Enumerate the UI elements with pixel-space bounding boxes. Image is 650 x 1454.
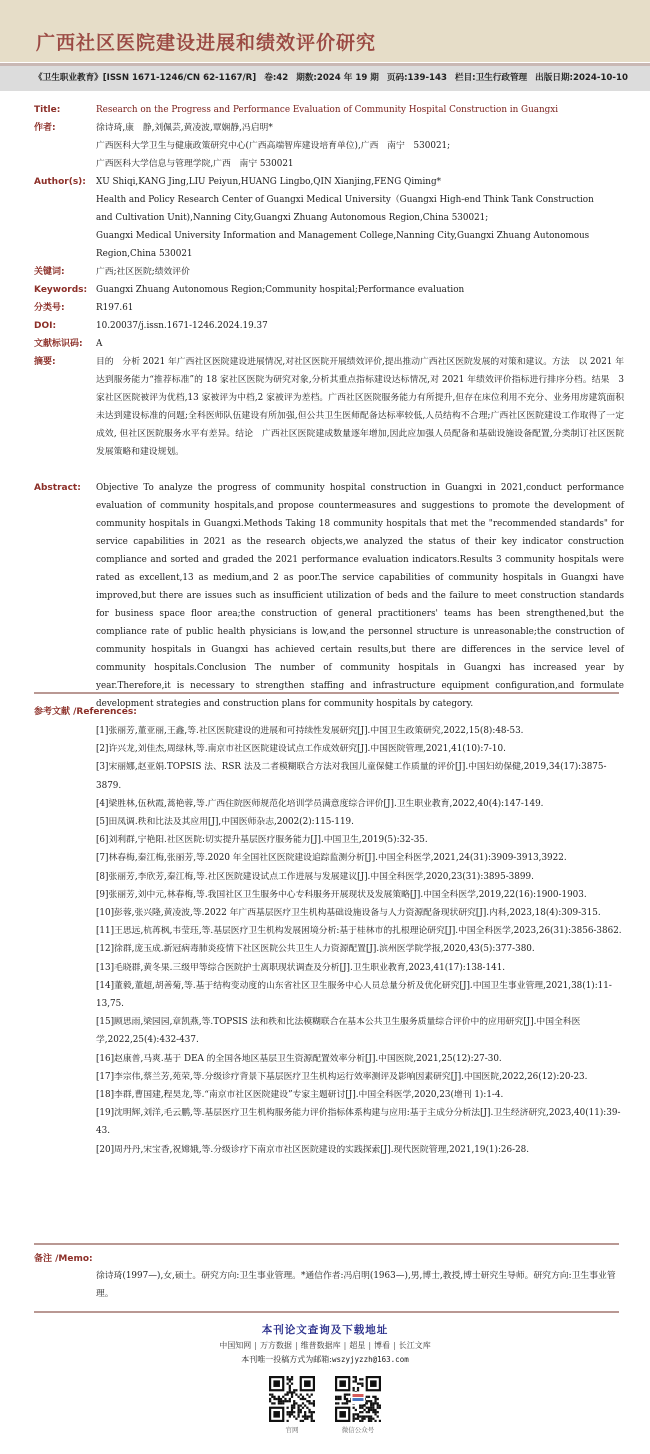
reference-item: [16]赵康普,马爽.基于 DEA 的全国各地区基层卫生资源配置效率分析[J].中国医院,2021,25(12):27-30.	[96, 1053, 502, 1064]
field-label: 摘要:	[34, 357, 56, 367]
field-doi	[34, 317, 624, 335]
field-label: Abstract:	[34, 483, 81, 493]
reference-item: [20]周丹丹,宋宝香,祝嫦娥,等.分级诊疗下南京市社区医院建设的实践探索[J].现代医院管理,2021,19(1):26-28.	[96, 1144, 530, 1155]
reference-item: [2]许兴龙,刘佳杰,周绿林,等.南京市社区医院建设试点工作成效研究[J].中国医院管理,2021,41(10):7-10.	[96, 744, 506, 755]
reference-item: [6]刘利群,宁艳阳.社区医院:切实提升基层医疗服务能力[J].中国卫生,2019(5):32-35.	[96, 835, 428, 846]
database-list	[0, 1340, 650, 1351]
qr-code-group	[0, 1376, 650, 1434]
field-authors-en	[34, 173, 624, 263]
reference-item: [1]张丽芳,董亚丽,王鑫,等.社区医院建设的进展和可持续性发展研究[J].中国卫生政策研究,2022,15(8):48-53.	[96, 726, 524, 736]
meta-issue: 期数:2024 年 19 期	[296, 73, 379, 83]
separator: |	[393, 1341, 396, 1350]
reference-item: [9]张丽芳,刘中元,林春梅,等.我国社区卫生服务中心专科服务开展现状及发展策略[J].中国全科医学,2019,22(16):1900-1903.	[96, 889, 587, 900]
reference-item: [8]张丽芳,李欣芳,秦江梅,等.社区医院建设试点工作进展与发展建议[J].中国全科医学,2020,23(31):3895-3899.	[96, 871, 534, 882]
database-link[interactable]: 中国知网	[219, 1341, 252, 1350]
reference-item: [4]梁胜林,伍秋霞,蒿艳蓉,等.广西住院医师规范化培训学员满意度综合评价[J].卫生职业教育,2022,40(4):147-149.	[96, 798, 544, 809]
affiliation-cn-1: 广西医科大学卫生与健康政策研究中心(广西高端智库建设培育单位),广西 南宁 530021;	[96, 141, 451, 151]
reference-item: [17]李宗伟,蔡兰芳,苑荣,等.分级诊疗背景下基层医疗卫生机构运行效率测评及影响因素研究[J].中国医院,2022,26(12):20-23.	[96, 1071, 588, 1082]
meta-column: 栏目:卫生行政管理	[454, 73, 528, 83]
submission-prefix: 本刊唯一投稿方式为邮箱:	[241, 1355, 332, 1364]
reference-item: [10]彭蓉,张兴隆,黄凌波,等.2022 年广西基层医疗卫生机构基础设施设备与人力资源配备现状研究[J].内科,2023,18(4):309-315.	[96, 908, 601, 919]
section-divider	[34, 1243, 619, 1245]
authors-en: XU Shiqi,KANG Jing,LIU Peiyun,HUANG Lingbo,QIN Xianjing,FENG Qiming*	[96, 177, 441, 187]
separator: |	[343, 1341, 347, 1350]
reference-item: [15]顾思雨,梁园园,章凯燕,等.TOPSIS 法和秩和比法模糊联合在基本公共卫生服务质量综合评价中的应用研究[J].中国全科医学,2022,25(4):432-437.	[96, 1017, 581, 1046]
meta-pages: 页码:139-143	[386, 73, 447, 83]
english-title: Research on the Progress and Performance Evaluation of Community Hospital Construction in Guangxi	[96, 105, 559, 115]
field-keywords-en	[34, 281, 624, 299]
field-keywords-cn	[34, 263, 624, 281]
abstract-cn: 目的 分析 2021 年广西社区医院建设进展情况,对社区医院开展绩效评价,提出推动广西社区医院发展的对策和建议。方法 以 2021 年达到服务能力“推荐标准”的 18 家社区医院为研究对象,分析其重点指标建设达标情况,对 2021 年绩效评价指标进行排序分档。结果 3 家社区医院被评为优档,13 家被评为中档,2 家被评为差档。广西社区医院服务能力有所提升,但存在床位利用不充分、业务用房建筑面积未达到建设标准的问题;全科医师队伍建设有所加强,但公共卫生医师配备达标率较低,人员结构不合理;广西社区医院建设工作取得了一定成效, 但社区医院服务水平有差异。结论 广西社区医院建成数量逐年增加,因此应加强人员配备和基础设施设备配置,分类制订社区医院发展策略和建设规划。	[96, 357, 624, 457]
qr-caption: 微信公众号	[341, 1426, 375, 1434]
reference-item: [18]李群,曹国建,程昊龙,等.“南京市社区医院建设”专家主题研讨[J].中国全科医学,2020,23(增刊 1):1-4.	[96, 1090, 504, 1101]
doi-value: 10.20037/j.issn.1671-1246.2024.19.37	[96, 321, 268, 331]
affiliation-en-1b: and Cultivation Unit),Nanning City,Guangxi Zhuang Autonomous Region,China 530021;	[96, 213, 489, 223]
meta-journal: 《卫生职业教育》[ISSN 1671-1246/CN 62-1167/R]	[34, 73, 257, 83]
affiliation-cn-2: 广西医科大学信息与管理学院,广西 南宁 530021	[96, 159, 294, 169]
references-heading: 参考文献 /References:	[34, 707, 137, 717]
qr-code-icon	[335, 1376, 381, 1422]
section-divider	[34, 692, 619, 694]
reference-item: [7]林春梅,秦江梅,张丽芳,等.2020 年全国社区医院建设追踪监测分析[J].中国全科医学,2021,24(31):3909-3913,3922.	[96, 853, 567, 864]
affiliation-en-2b: Region,China 530021	[96, 249, 193, 259]
field-document-code	[34, 335, 624, 353]
abstract-en: Objective To analyze the progress of community hospital construction in Guangxi in 2021,conduct performance evaluation of community hospitals,and propose countermeasures and suggestions to promote the development of community hospitals in Guangxi.Methods Taking 18 community hospitals that met the "recommended standards" for service capabilities in 2021 as the research objects,we analyzed the status of their key indicator construction compliance and sorted and graded the 2021 performance evaluation indicators.Results 3 community hospitals were rated as excellent,13 as medium,and 2 as poor.The service capabilities of community hospitals in Guangxi have improved,but there are issues such as insufficient utilization of beds and the failure to meet construction standards for business space floor area;the construction of general practitioners' teams has been strengthened,but the compliance rate of public health physicians is low,and the personnel structure is unreasonable;the construction of community hospitals in Guangxi has achieved certain results,but there are differences in the service level of community hospitals.Conclusion The number of community hospitals in Guangxi has increased year by year.Therefore,it is necessary to strengthen staffing and infrastructure equipment configuration,and formulate development strategies and construction plans for community hospitals by category.	[96, 483, 624, 709]
affiliation-en-1a: Health and Policy Research Center of Guangxi Medical University（Guangxi High-end Think Tank Construction	[96, 195, 594, 205]
field-label: 文献标识码:	[34, 339, 83, 349]
reference-item: [19]沈明辉,刘洋,毛云鹏,等.基层医疗卫生机构服务能力评价指标体系构建与应用:基于主成分分析法[J].卫生经济研究,2023,40(11):39-43.	[96, 1108, 621, 1137]
footer-title: 本刊论文查询及下载地址	[261, 1324, 389, 1336]
separator: |	[294, 1341, 298, 1350]
document-code: A	[96, 339, 103, 349]
separator: |	[368, 1341, 372, 1350]
field-label: DOI:	[34, 321, 57, 331]
field-classification	[34, 299, 624, 317]
affiliation-en-2a: Guangxi Medical University Information and Management College,Nanning City,Guangxi Zhuang Autonomous	[96, 231, 590, 241]
reference-item: [14]董毅,董超,胡善菊,等.基于结构变动度的山东省社区卫生服务中心人员总量分析及优化研究[J].中国卫生事业管理,2021,38(1):11-13,75.	[96, 980, 612, 1010]
field-label: Keywords:	[34, 285, 88, 295]
database-link[interactable]: 博看	[374, 1341, 391, 1350]
reference-item: [12]徐群,庞玉成.新冠病毒肺炎疫情下社区医院公共卫生人力资源配置[J].滨州医学院学报,2020,43(5):377-380.	[96, 944, 535, 955]
keywords-en: Guangxi Zhuang Autonomous Region;Community hospital;Performance evaluation	[96, 285, 465, 295]
database-link[interactable]: 维普数据库	[300, 1341, 341, 1350]
keywords-cn: 广西;社区医院;绩效评价	[96, 267, 190, 277]
title-banner	[0, 0, 650, 62]
memo-text: 徐诗琦(1997—),女,硕士。研究方向:卫生事业管理。*通信作者:冯启明(1963—),男,博士,教授,博士研究生导师。研究方向:卫生事业管理。	[96, 1271, 616, 1299]
publication-meta-bar	[0, 66, 650, 91]
field-abstract-cn	[34, 353, 624, 461]
reference-item: [3]宋丽娜,赵亚娟.TOPSIS 法、RSR 法及二者模糊联合方法对我国儿童保健工作质量的评价[J].中国妇幼保健,2019,34(17):3875-3879.	[96, 762, 607, 791]
qr-code-card	[269, 1376, 315, 1434]
field-authors	[34, 119, 624, 173]
submission-info	[0, 1354, 650, 1365]
database-link[interactable]: 超星	[349, 1341, 366, 1350]
article-title: 广西社区医院建设进展和绩效评价研究	[36, 32, 377, 54]
submission-email[interactable]: wszyjyzzh@163.com	[331, 1355, 409, 1364]
reference-list	[96, 722, 622, 1159]
reference-item: [11]王思远,杭苒枫,韦莹珏,等.基层医疗卫生机构发展困境分析:基于桂林市的扎根理论研究[J].中国全科医学,2023,26(31):3856-3862.	[96, 926, 622, 937]
download-footer	[0, 1322, 650, 1365]
section-divider	[34, 1311, 619, 1313]
authors-cn: 徐诗琦,康 静,刘佩芸,黄凌波,覃娴静,冯启明*	[96, 123, 273, 133]
field-label: Title:	[34, 105, 61, 115]
reference-item: [5]田凤调.秩和比法及其应用[J],中国医师杂志,2002(2):115-119.	[96, 817, 354, 828]
field-label: 作者:	[34, 123, 56, 133]
meta-volume: 卷:42	[264, 73, 289, 83]
classification-number: R197.61	[96, 303, 134, 313]
database-link[interactable]: 万方数据	[259, 1341, 292, 1350]
separator: |	[254, 1341, 257, 1350]
field-label: Author(s):	[34, 177, 86, 187]
field-label: 分类号:	[34, 303, 65, 313]
field-abstract-en	[34, 479, 624, 713]
qr-code-card	[335, 1376, 381, 1434]
qr-caption: 官网	[285, 1426, 299, 1434]
database-link[interactable]: 长江文库	[398, 1341, 431, 1350]
field-title	[34, 101, 624, 119]
meta-date: 出版日期:2024-10-10	[535, 73, 628, 83]
field-label: 关键词:	[34, 267, 65, 277]
reference-item: [13]毛晓群,黄冬果.三级甲等综合医院护士离职现状调查及分析[J].卫生职业教育,2023,41(17):138-141.	[96, 962, 506, 973]
memo-heading: 备注 /Memo:	[34, 1254, 93, 1264]
qr-code-icon	[269, 1376, 315, 1422]
